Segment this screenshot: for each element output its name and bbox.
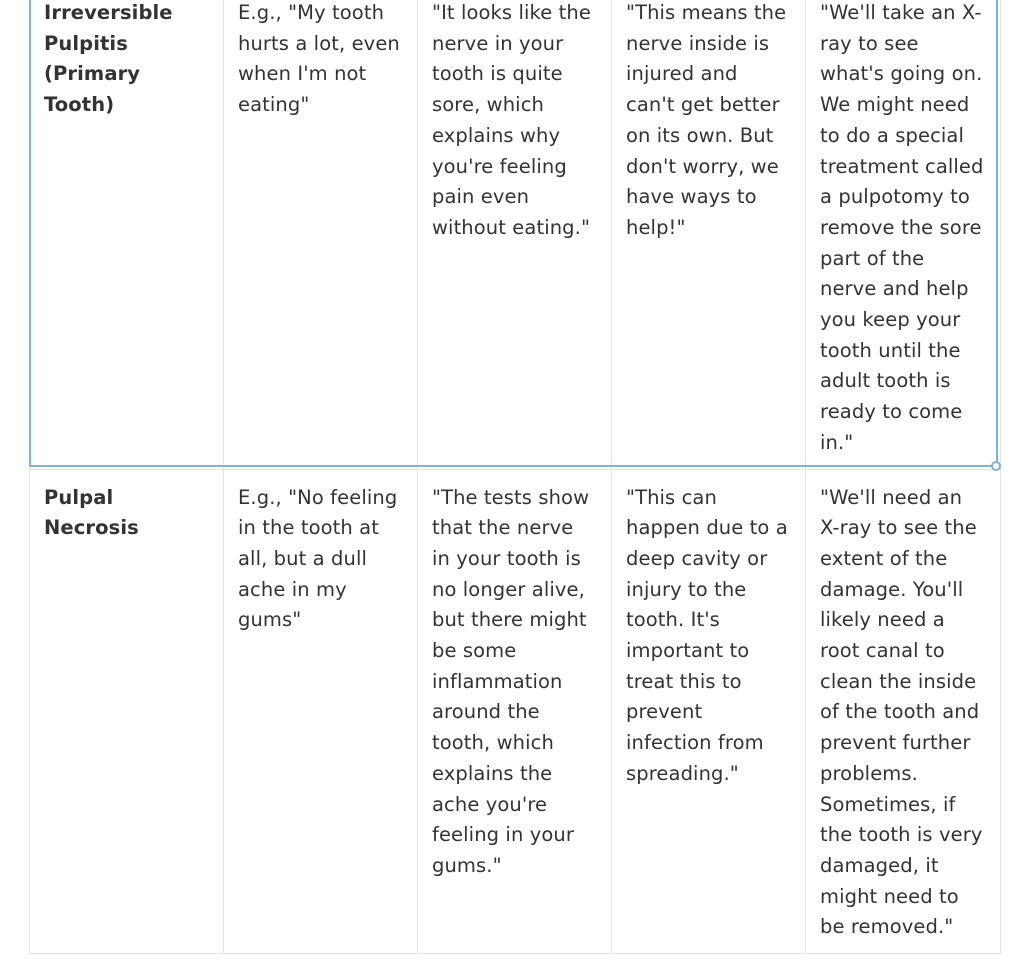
finding-cell[interactable]: "The tests show that the nerve in your tooth is no longer alive, but there might be some inflammation around the tooth, which explains the ache you're feeling in your gums." <box>418 469 612 954</box>
condition-cell[interactable]: Pulpal Necrosis <box>30 469 224 954</box>
symptom-cell[interactable]: E.g., "No feeling in the tooth at all, but a dull ache in my gums" <box>224 469 418 954</box>
table-row <box>30 0 1001 469</box>
finding-cell[interactable]: "It looks like the nerve in your tooth is quite sore, which explains why you're feeling pain even without eating." <box>418 0 612 469</box>
condition-cell[interactable]: Irreversible Pulpitis (Primary Tooth) <box>30 0 224 469</box>
symptom-cell[interactable]: E.g., "My tooth hurts a lot, even when I'm not eating" <box>224 0 418 469</box>
dental-explanation-table <box>29 0 1001 954</box>
table-row <box>30 469 1001 954</box>
meaning-cell[interactable]: "This means the nerve inside is injured and can't get better on its own. But don't worry, we have ways to help!" <box>612 0 806 469</box>
next-steps-cell[interactable]: "We'll take an X-ray to see what's going on. We might need to do a special treatment called a pulpotomy to remove the sore part of the nerve and help you keep your tooth until the adult tooth is ready to come in." <box>806 0 1001 469</box>
meaning-cell[interactable]: "This can happen due to a deep cavity or injury to the tooth. It's important to treat this to prevent infection from spreading." <box>612 469 806 954</box>
next-steps-cell[interactable]: "We'll need an X-ray to see the extent of the damage. You'll likely need a root canal to clean the inside of the tooth and prevent further problems. Sometimes, if the tooth is very damaged, it might need to be removed." <box>806 469 1001 954</box>
dental-explanation-table-container <box>29 0 1000 954</box>
resize-handle[interactable] <box>991 461 1001 471</box>
